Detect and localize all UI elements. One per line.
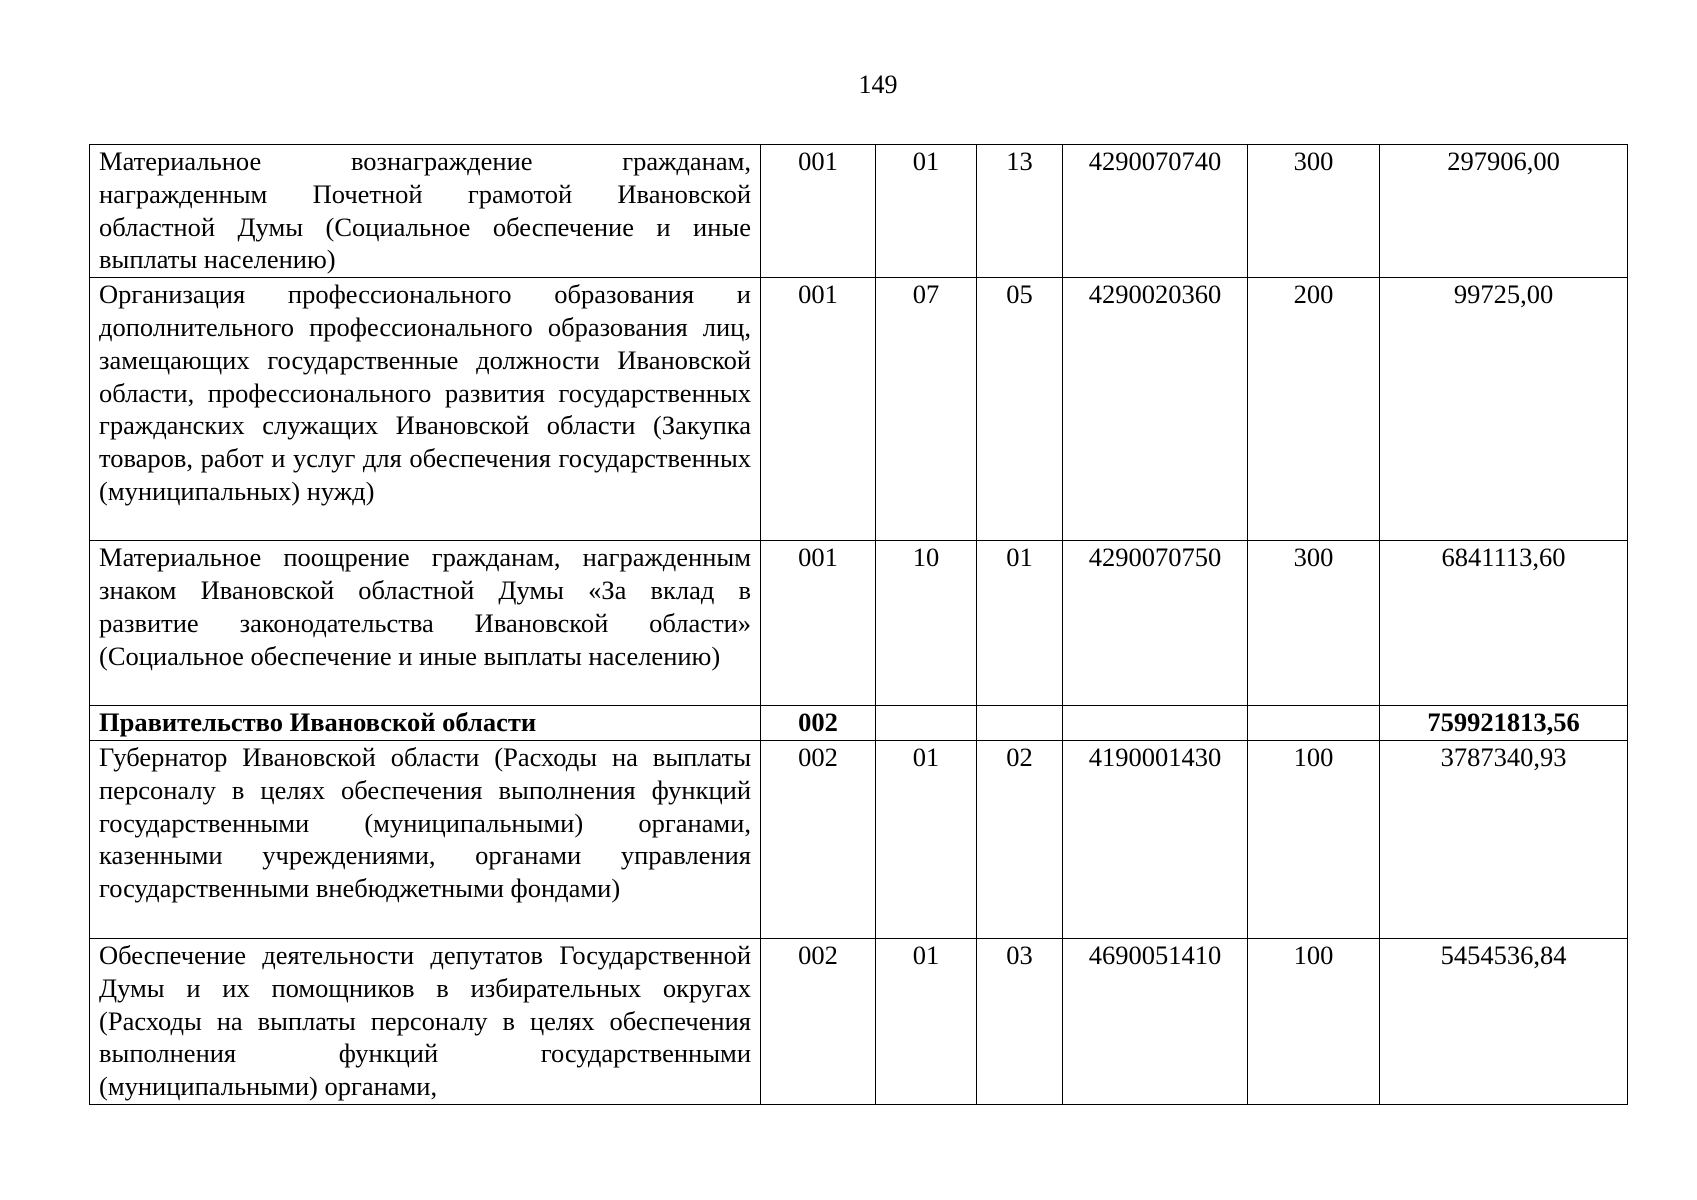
budget-table-body xyxy=(90,145,1628,1105)
row-subsection-code: 03 xyxy=(977,938,1063,1104)
row-amount: 3787340,93 xyxy=(1380,740,1628,938)
table-row xyxy=(90,740,1628,938)
row-expense-type: 100 xyxy=(1248,740,1380,938)
row-expense-type: 300 xyxy=(1248,541,1380,706)
table-row-section-total xyxy=(90,706,1628,741)
row-description: Губернатор Ивановской области (Расходы на выплаты персоналу в целях обеспечения выполнения функций государственными (муниципальными) органами, казенными учреждениями, органами управления государственными внебюджетными фондами) xyxy=(90,740,761,938)
row-target-article: 4290020360 xyxy=(1063,278,1248,541)
row-section-code: 01 xyxy=(876,145,977,278)
row-target-article: 4290070740 xyxy=(1063,145,1248,278)
row-description: Обеспечение деятельности депутатов Государственной Думы и их помощников в избирательных округах (Расходы на выплаты персоналу в целях обеспечения выполнения функций государственными (муниципальными) органами, xyxy=(90,938,761,1104)
row-description: Организация профессионального образования и дополнительного профессионального образования лиц, замещающих государственные должности Ивановской области, профессионального развития государственных гражданских служащих Ивановской области (Закупка товаров, работ и услуг для обеспечения государственных (муниципальных) нужд) xyxy=(90,278,761,541)
table-row xyxy=(90,145,1628,278)
row-subsection-code xyxy=(977,706,1063,741)
row-amount: 759921813,56 xyxy=(1380,706,1628,741)
table-row xyxy=(90,278,1628,541)
row-ministry-code: 001 xyxy=(761,278,876,541)
row-target-article: 4290070750 xyxy=(1063,541,1248,706)
table-row xyxy=(90,938,1628,1104)
row-section-code: 01 xyxy=(876,740,977,938)
row-ministry-code: 002 xyxy=(761,740,876,938)
row-amount: 297906,00 xyxy=(1380,145,1628,278)
row-expense-type xyxy=(1248,706,1380,741)
row-target-article: 4190001430 xyxy=(1063,740,1248,938)
row-subsection-code: 13 xyxy=(977,145,1063,278)
table-row xyxy=(90,541,1628,706)
row-target-article: 4690051410 xyxy=(1063,938,1248,1104)
row-section-code: 10 xyxy=(876,541,977,706)
budget-table xyxy=(89,144,1628,1105)
row-amount: 6841113,60 xyxy=(1380,541,1628,706)
row-expense-type: 300 xyxy=(1248,145,1380,278)
row-description: Материальное поощрение гражданам, награжденным знаком Ивановской областной Думы «За вклад в развитие законодательства Ивановской области» (Социальное обеспечение и иные выплаты населению) xyxy=(90,541,761,706)
row-ministry-code: 001 xyxy=(761,145,876,278)
row-ministry-code: 002 xyxy=(761,938,876,1104)
page-number: 149 xyxy=(858,70,898,99)
row-target-article xyxy=(1063,706,1248,741)
row-section-code: 01 xyxy=(876,938,977,1104)
row-ministry-code: 002 xyxy=(761,706,876,741)
row-ministry-code: 001 xyxy=(761,541,876,706)
row-expense-type: 100 xyxy=(1248,938,1380,1104)
row-description: Материальное вознаграждение гражданам, награжденным Почетной грамотой Ивановской областной Думы (Социальное обеспечение и иные выплаты населению) xyxy=(90,145,761,278)
row-description: Правительство Ивановской области xyxy=(90,706,761,741)
row-amount: 5454536,84 xyxy=(1380,938,1628,1104)
row-subsection-code: 02 xyxy=(977,740,1063,938)
row-section-code: 07 xyxy=(876,278,977,541)
row-section-code xyxy=(876,706,977,741)
row-subsection-code: 05 xyxy=(977,278,1063,541)
row-subsection-code: 01 xyxy=(977,541,1063,706)
row-amount: 99725,00 xyxy=(1380,278,1628,541)
row-expense-type: 200 xyxy=(1248,278,1380,541)
